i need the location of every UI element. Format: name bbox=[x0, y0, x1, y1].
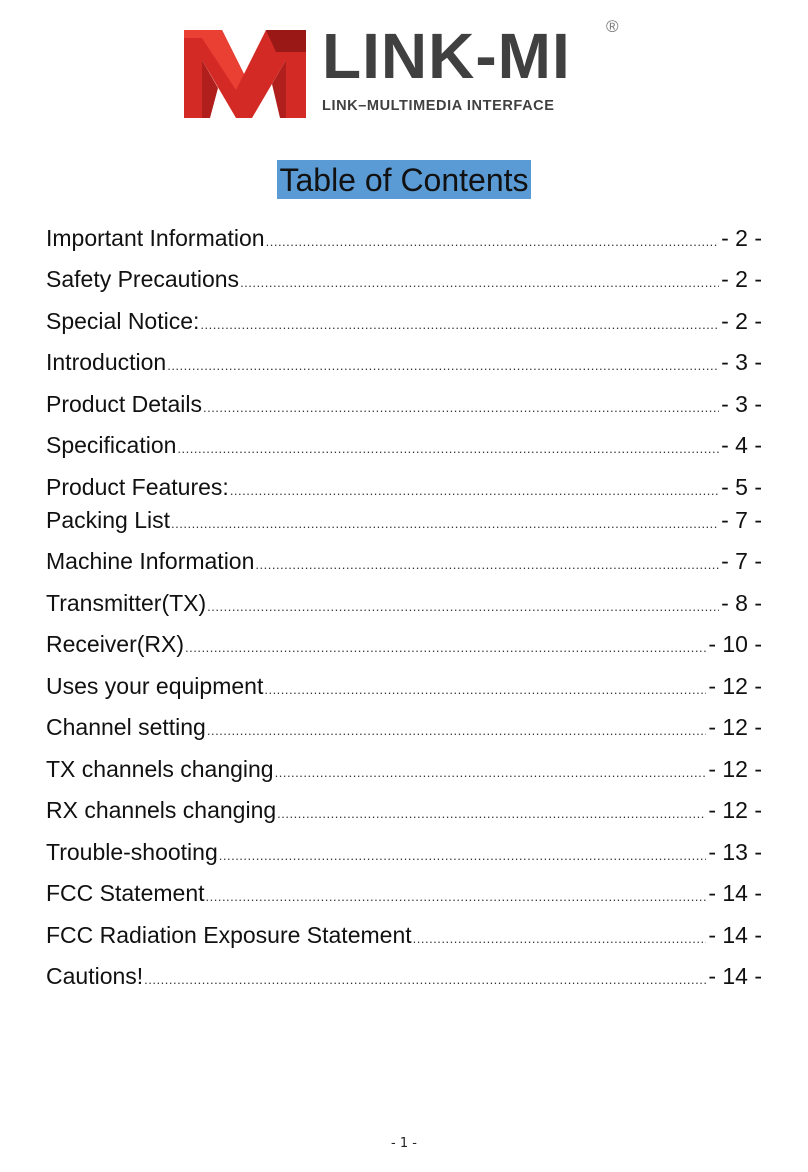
toc-entry[interactable] bbox=[46, 588, 762, 622]
toc-entry-label: Receiver(RX) bbox=[46, 631, 185, 657]
toc-entry-page: - 12 - bbox=[708, 756, 762, 782]
toc-entry-label: Transmitter(TX) bbox=[46, 590, 207, 616]
toc-dot-leader bbox=[207, 592, 719, 622]
toc-entry[interactable] bbox=[46, 754, 762, 788]
toc-dot-leader bbox=[413, 924, 707, 954]
toc-dot-leader bbox=[277, 799, 706, 829]
toc-entry-page: - 13 - bbox=[708, 839, 762, 865]
toc-entry-label: RX channels changing bbox=[46, 797, 277, 823]
toc-entry[interactable] bbox=[46, 347, 762, 381]
toc-entry-label: Trouble-shooting bbox=[46, 839, 218, 865]
toc-entry-label: FCC Statement bbox=[46, 880, 205, 906]
toc-entry-label: Introduction bbox=[46, 349, 167, 375]
brand-logo bbox=[180, 18, 630, 128]
toc-entry-page: - 12 - bbox=[708, 797, 762, 823]
toc-entry-page: - 2 - bbox=[721, 266, 762, 292]
toc-dot-leader bbox=[171, 509, 719, 539]
toc-entry[interactable] bbox=[46, 472, 762, 506]
toc-heading-wrapper bbox=[0, 160, 808, 199]
toc-entry-label: Machine Information bbox=[46, 548, 255, 574]
toc-dot-leader bbox=[200, 310, 719, 340]
toc-dot-leader bbox=[206, 882, 707, 912]
toc-dot-leader bbox=[255, 550, 719, 580]
toc-entry[interactable] bbox=[46, 629, 762, 663]
toc-entry-label: Specification bbox=[46, 432, 177, 458]
toc-entry[interactable] bbox=[46, 837, 762, 871]
toc-entry-page: - 3 - bbox=[721, 349, 762, 375]
toc-dot-leader bbox=[144, 965, 706, 995]
toc-dot-leader bbox=[266, 227, 720, 257]
toc-dot-leader bbox=[185, 633, 706, 663]
toc-entry-page: - 8 - bbox=[721, 590, 762, 616]
page-title: Table of Contents bbox=[279, 162, 529, 198]
toc-entry-label: Cautions! bbox=[46, 963, 144, 989]
toc-entry-label: Uses your equipment bbox=[46, 673, 264, 699]
toc-dot-leader bbox=[203, 393, 719, 423]
toc-entry-page: - 2 - bbox=[721, 308, 762, 334]
toc-entry-label: Product Details bbox=[46, 391, 202, 417]
toc-entry-page: - 2 - bbox=[721, 225, 762, 251]
toc-entry-page: - 14 - bbox=[708, 963, 762, 989]
toc-entry-label: FCC Radiation Exposure Statement bbox=[46, 922, 412, 948]
toc-entry[interactable] bbox=[46, 264, 762, 298]
toc-entry-page: - 5 - bbox=[721, 474, 762, 500]
toc-entry-page: - 3 - bbox=[721, 391, 762, 417]
toc-entry-page: - 12 - bbox=[708, 714, 762, 740]
toc-entry[interactable] bbox=[46, 961, 762, 995]
toc-dot-leader bbox=[177, 434, 719, 464]
toc-entry-label: Product Features: bbox=[46, 474, 229, 500]
toc-dot-leader bbox=[167, 351, 719, 381]
toc-entry[interactable] bbox=[46, 878, 762, 912]
toc-dot-leader bbox=[240, 268, 719, 298]
toc-entry[interactable] bbox=[46, 546, 762, 580]
toc-entry[interactable] bbox=[46, 505, 762, 539]
toc-entry-page: - 12 - bbox=[708, 673, 762, 699]
toc-entry-page: - 4 - bbox=[721, 432, 762, 458]
toc-dot-leader bbox=[230, 476, 719, 506]
toc-entry[interactable] bbox=[46, 920, 762, 954]
toc-entry-label: Safety Precautions bbox=[46, 266, 240, 292]
toc-entry[interactable] bbox=[46, 712, 762, 746]
toc-entry[interactable] bbox=[46, 795, 762, 829]
toc-entry[interactable] bbox=[46, 671, 762, 705]
toc-entry-label: Packing List bbox=[46, 507, 171, 533]
toc-entry-label: Channel setting bbox=[46, 714, 206, 740]
toc-entry[interactable] bbox=[46, 430, 762, 464]
toc-dot-leader bbox=[275, 758, 707, 788]
toc-dot-leader bbox=[207, 716, 706, 746]
toc-dot-leader bbox=[219, 841, 707, 871]
logo-mark-icon bbox=[180, 18, 310, 122]
toc-entry-label: Important Information bbox=[46, 225, 265, 251]
toc-entry-page: - 10 - bbox=[708, 631, 762, 657]
toc-entry-page: - 14 - bbox=[708, 880, 762, 906]
toc-entry[interactable] bbox=[46, 389, 762, 423]
toc-entry-label: TX channels changing bbox=[46, 756, 274, 782]
toc-entry-page: - 7 - bbox=[721, 548, 762, 574]
toc-entry-page: - 7 - bbox=[721, 507, 762, 533]
brand-tagline: LINK–MULTIMEDIA INTERFACE bbox=[322, 98, 555, 114]
toc-entry-page: - 14 - bbox=[708, 922, 762, 948]
brand-name: LINK-MI bbox=[322, 20, 571, 92]
registered-mark: ® bbox=[606, 17, 619, 36]
page-number: - 1 - bbox=[391, 1136, 417, 1151]
toc-entry[interactable] bbox=[46, 223, 762, 257]
toc-entry-label: Special Notice: bbox=[46, 308, 200, 334]
toc-entry[interactable] bbox=[46, 306, 762, 340]
toc-dot-leader bbox=[264, 675, 706, 705]
